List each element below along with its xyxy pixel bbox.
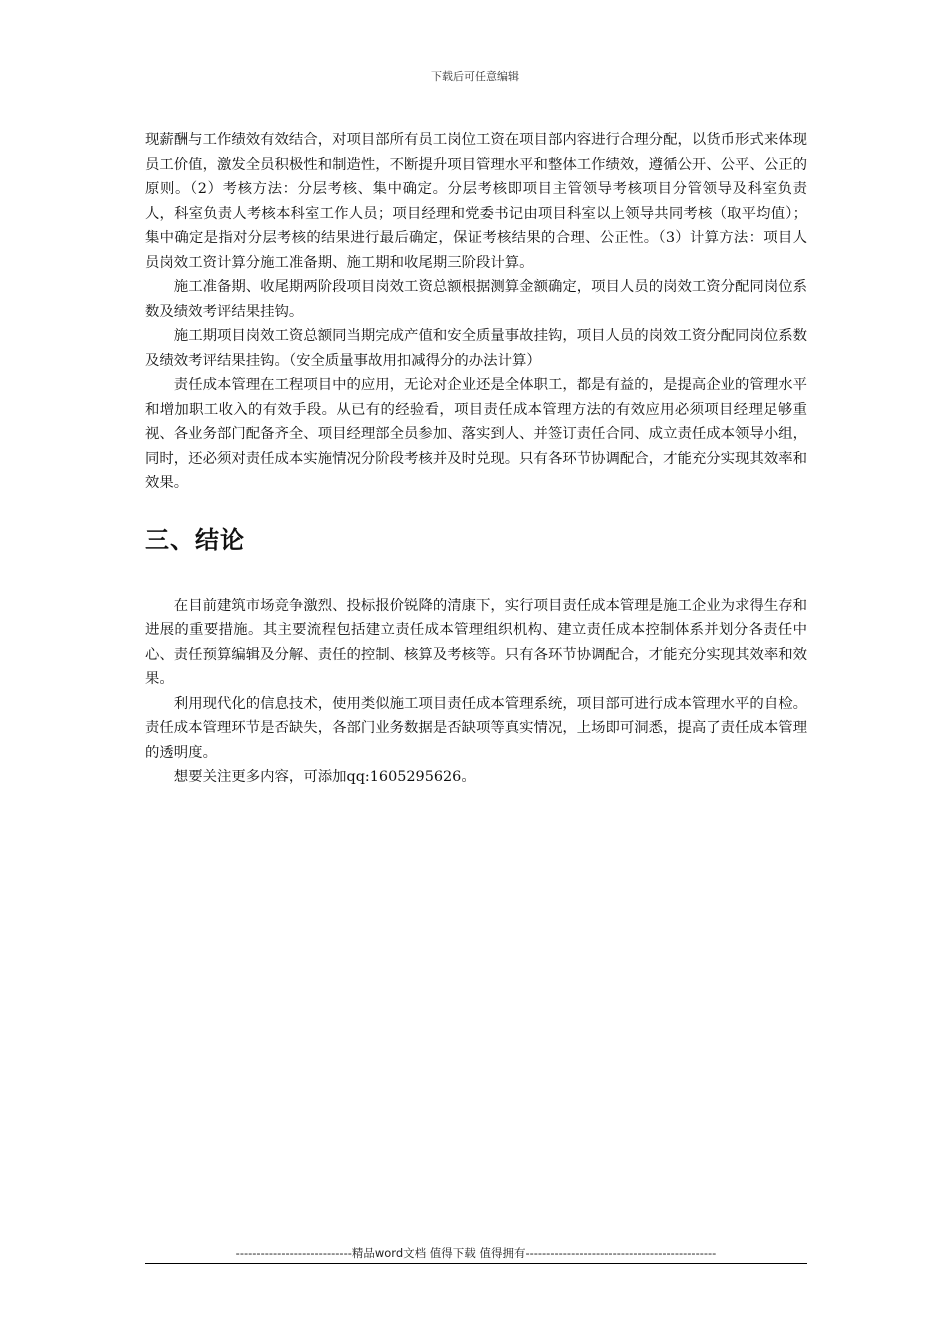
body-paragraph-4: 责任成本管理在工程项目中的应用，无论对企业还是全体职工，都是有益的，是提高企业的管理水平和增加职工收入的有效手段。从已有的经验看，项目责任成本管理方法的有效应用必须项目经理足够重视、各业务部门配备齐全、项目经理部全员参加、落实到人、并签订责任合同、成立责任成本领导小组，同时，还必须对责任成本实施情况分阶段考核并及时兑现。只有各环节协调配合，才能充分实现其效率和效果。 [145,377,807,491]
conclusion-paragraph-2: 利用现代化的信息技术，使用类似施工项目责任成本管理系统，项目部可进行成本管理水平的自检。责任成本管理环节是否缺失，各部门业务数据是否缺项等真实情况，上场即可洞悉，提高了责任成本管理的透明度。 [145,695,807,761]
body-paragraph-1: 现薪酬与工作绩效有效结合，对项目部所有员工岗位工资在项目部内容进行合理分配，以货币形式来体现员工价值，激发全员积极性和制造性，不断提升项目管理水平和整体工作绩效，遵循公开、公平、公正的原则。（2）考核方法：分层考核、集中确定。分层考核即项目主管领导考核项目分管领导及科室负责人，科室负责人考核本科室工作人员；项目经理和党委书记由项目科室以上领导共同考核（取平均值）；集中确定是指对分层考核的结果进行最后确定，保证考核结果的合理、公正性。（3）计算方法：项目人员岗效工资计算分施工准备期、施工期和收尾期三阶段计算。 [145,132,807,271]
page-header: 下载后可任意编辑 [431,70,519,83]
document-body [145,128,807,790]
body-paragraph-2: 施工准备期、收尾期两阶段项目岗效工资总额根据测算金额确定，项目人员的岗效工资分配同岗位系数及绩效考评结果挂钩。 [145,279,807,320]
footer-divider [145,1263,807,1264]
body-paragraph-3: 施工期项目岗效工资总额同当期完成产值和安全质量事故挂钩，项目人员的岗效工资分配同岗位系数及绩效考评结果挂钩。（安全质量事故用扣减得分的办法计算） [145,328,807,369]
section-heading-conclusion: 三、结论 [145,525,245,554]
page-footer: ----------------------------精品word文档 值得下载 值得拥有---------------------------------------------- [235,1246,717,1260]
conclusion-paragraph-1: 在目前建筑市场竞争激烈、投标报价锐降的清康下，实行项目责任成本管理是施工企业为求得生存和进展的重要措施。其主要流程包括建立责任成本管理组织机构、建立责任成本控制体系并划分各责任中心、责任预算编辑及分解、责任的控制、核算及考核等。只有各环节协调配合，才能充分实现其效率和效果。 [145,597,807,687]
conclusion-paragraph-3: 想要关注更多内容，可添加qq:1605295626。 [173,769,476,785]
